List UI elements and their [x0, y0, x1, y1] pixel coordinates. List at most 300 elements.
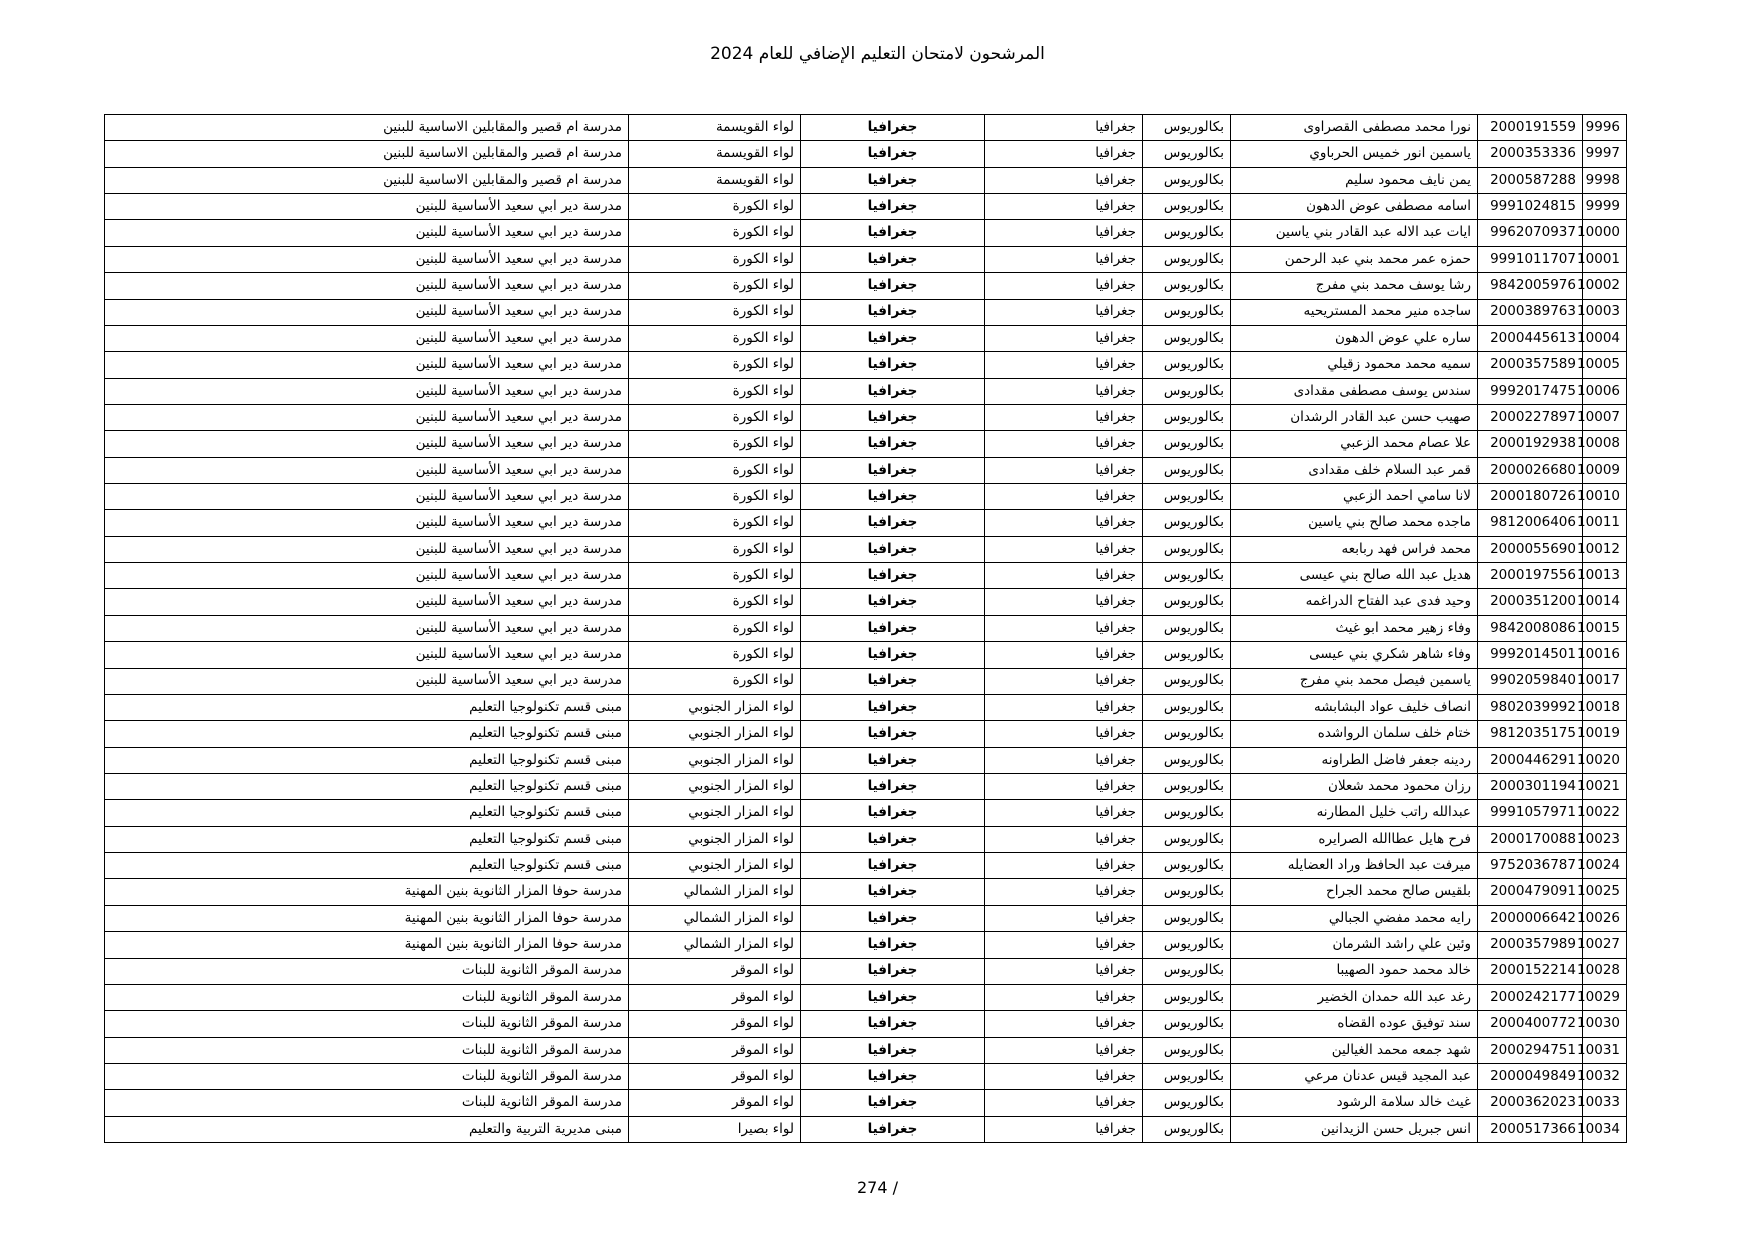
name-cell: وئين علي راشد الشرمان [1231, 932, 1478, 958]
degree-cell: بكالوريوس [1143, 141, 1231, 167]
degree-cell: بكالوريوس [1143, 1116, 1231, 1142]
major-cell: جغرافيا [985, 246, 1143, 272]
subject-cell: جغرافيا [801, 668, 985, 694]
subject-cell: جغرافيا [801, 773, 985, 799]
national-id-cell: 2000294751 [1478, 1037, 1583, 1063]
subject-cell: جغرافيا [801, 1037, 985, 1063]
district-cell: لواء الكورة [629, 404, 801, 430]
table-row [105, 536, 1627, 562]
name-cell: غيث خالد سلامة الرشود [1231, 1090, 1478, 1116]
district-cell: لواء الموقر [629, 958, 801, 984]
degree-cell: بكالوريوس [1143, 615, 1231, 641]
table-row [105, 747, 1627, 773]
table-row [105, 773, 1627, 799]
exam-center-cell: مدرسة دير ابي سعيد الأساسية للبنين [105, 299, 629, 325]
subject-cell: جغرافيا [801, 484, 985, 510]
exam-center-cell: مدرسة الموقر الثانوية للبنات [105, 1011, 629, 1037]
district-cell: لواء الكورة [629, 615, 801, 641]
major-cell: جغرافيا [985, 932, 1143, 958]
exam-center-cell: مبنى قسم تكنولوجيا التعليم [105, 694, 629, 720]
table-row [105, 668, 1627, 694]
name-cell: رشا يوسف محمد بني مفرج [1231, 273, 1478, 299]
subject-cell: جغرافيا [801, 246, 985, 272]
table-row [105, 958, 1627, 984]
subject-cell: جغرافيا [801, 431, 985, 457]
district-cell: لواء الكورة [629, 378, 801, 404]
district-cell: لواء المزار الجنوبي [629, 773, 801, 799]
table-row [105, 905, 1627, 931]
degree-cell: بكالوريوس [1143, 431, 1231, 457]
name-cell: ردينه جعفر فاضل الطراونه [1231, 747, 1478, 773]
major-cell: جغرافيا [985, 510, 1143, 536]
district-cell: لواء المزار الجنوبي [629, 826, 801, 852]
degree-cell: بكالوريوس [1143, 273, 1231, 299]
degree-cell: بكالوريوس [1143, 510, 1231, 536]
national-id-cell: 9752036787 [1478, 853, 1583, 879]
national-id-cell: 9812006406 [1478, 510, 1583, 536]
major-cell: جغرافيا [985, 536, 1143, 562]
table-row [105, 194, 1627, 220]
degree-cell: بكالوريوس [1143, 800, 1231, 826]
district-cell: لواء المزار الجنوبي [629, 800, 801, 826]
district-cell: لواء القويسمة [629, 167, 801, 193]
name-cell: ماجده محمد صالح بني ياسين [1231, 510, 1478, 536]
degree-cell: بكالوريوس [1143, 1063, 1231, 1089]
major-cell: جغرافيا [985, 721, 1143, 747]
table-row [105, 299, 1627, 325]
degree-cell: بكالوريوس [1143, 115, 1231, 141]
subject-cell: جغرافيا [801, 1063, 985, 1089]
table-row [105, 853, 1627, 879]
exam-center-cell: مدرسة دير ابي سعيد الأساسية للبنين [105, 589, 629, 615]
seq-cell: 10030 [1583, 1011, 1627, 1037]
table-row [105, 404, 1627, 430]
national-id-cell: 2000357589 [1478, 352, 1583, 378]
major-cell: جغرافيا [985, 220, 1143, 246]
degree-cell: بكالوريوس [1143, 352, 1231, 378]
major-cell: جغرافيا [985, 958, 1143, 984]
major-cell: جغرافيا [985, 826, 1143, 852]
name-cell: بلقيس صالح محمد الجراح [1231, 879, 1478, 905]
seq-cell: 10024 [1583, 853, 1627, 879]
page-number: 274 / [856, 1178, 898, 1197]
national-id-cell: 2000242177 [1478, 984, 1583, 1010]
name-cell: محمد فراس فهد ربابعه [1231, 536, 1478, 562]
name-cell: وحيد فدى عبد الفتاح الدراغمه [1231, 589, 1478, 615]
major-cell: جغرافيا [985, 1063, 1143, 1089]
exam-center-cell: مدرسة دير ابي سعيد الأساسية للبنين [105, 615, 629, 641]
major-cell: جغرافيا [985, 1090, 1143, 1116]
subject-cell: جغرافيا [801, 905, 985, 931]
major-cell: جغرافيا [985, 747, 1143, 773]
national-id-cell: 9902059840 [1478, 668, 1583, 694]
major-cell: جغرافيا [985, 194, 1143, 220]
exam-center-cell: مدرسة الموقر الثانوية للبنات [105, 958, 629, 984]
district-cell: لواء المزار الجنوبي [629, 721, 801, 747]
exam-center-cell: مبنى قسم تكنولوجيا التعليم [105, 747, 629, 773]
exam-center-cell: مدرسة حوفا المزار الثانوية بنين المهنية [105, 905, 629, 931]
major-cell: جغرافيا [985, 773, 1143, 799]
name-cell: سندس يوسف مصطفى مقدادى [1231, 378, 1478, 404]
district-cell: لواء المزار الشمالي [629, 932, 801, 958]
major-cell: جغرافيا [985, 115, 1143, 141]
district-cell: لواء المزار الجنوبي [629, 853, 801, 879]
major-cell: جغرافيا [985, 589, 1143, 615]
national-id-cell: 9842005976 [1478, 273, 1583, 299]
national-id-cell: 9812035175 [1478, 721, 1583, 747]
degree-cell: بكالوريوس [1143, 536, 1231, 562]
district-cell: لواء الكورة [629, 642, 801, 668]
subject-cell: جغرافيا [801, 167, 985, 193]
district-cell: لواء القويسمة [629, 141, 801, 167]
subject-cell: جغرافيا [801, 325, 985, 351]
national-id-cell: 9992014501 [1478, 642, 1583, 668]
seq-cell: 10022 [1583, 800, 1627, 826]
table-row [105, 457, 1627, 483]
table-row [105, 167, 1627, 193]
exam-center-cell: مبنى قسم تكنولوجيا التعليم [105, 853, 629, 879]
table-row [105, 325, 1627, 351]
degree-cell: بكالوريوس [1143, 773, 1231, 799]
subject-cell: جغرافيا [801, 457, 985, 483]
district-cell: لواء الكورة [629, 457, 801, 483]
name-cell: نورا محمد مصطفى القصراوى [1231, 115, 1478, 141]
seq-cell: 10033 [1583, 1090, 1627, 1116]
exam-center-cell: مبنى مديرية التربية والتعليم [105, 1116, 629, 1142]
major-cell: جغرافيا [985, 378, 1143, 404]
major-cell: جغرافيا [985, 325, 1143, 351]
district-cell: لواء المزار الجنوبي [629, 747, 801, 773]
table-row [105, 246, 1627, 272]
district-cell: لواء الكورة [629, 510, 801, 536]
subject-cell: جغرافيا [801, 800, 985, 826]
national-id-cell: 2000191559 [1478, 115, 1583, 141]
subject-cell: جغرافيا [801, 194, 985, 220]
exam-center-cell: مدرسة ام قصير والمقابلين الاساسية للبنين [105, 167, 629, 193]
district-cell: لواء الموقر [629, 1063, 801, 1089]
seq-cell: 10027 [1583, 932, 1627, 958]
major-cell: جغرافيا [985, 853, 1143, 879]
name-cell: انصاف خليف عواد البشابشه [1231, 694, 1478, 720]
name-cell: يمن نايف محمود سليم [1231, 167, 1478, 193]
exam-center-cell: مدرسة دير ابي سعيد الأساسية للبنين [105, 404, 629, 430]
degree-cell: بكالوريوس [1143, 668, 1231, 694]
seq-cell: 10011 [1583, 510, 1627, 536]
degree-cell: بكالوريوس [1143, 404, 1231, 430]
district-cell: لواء المزار الشمالي [629, 879, 801, 905]
national-id-cell: 9962070937 [1478, 220, 1583, 246]
seq-cell: 10004 [1583, 325, 1627, 351]
national-id-cell: 2000055690 [1478, 536, 1583, 562]
exam-center-cell: مدرسة دير ابي سعيد الأساسية للبنين [105, 536, 629, 562]
subject-cell: جغرافيا [801, 694, 985, 720]
table-row [105, 1116, 1627, 1142]
seq-cell: 10026 [1583, 905, 1627, 931]
seq-cell: 10007 [1583, 404, 1627, 430]
exam-center-cell: مدرسة دير ابي سعيد الأساسية للبنين [105, 378, 629, 404]
major-cell: جغرافيا [985, 1037, 1143, 1063]
name-cell: صهيب حسن عبد القادر الرشدان [1231, 404, 1478, 430]
degree-cell: بكالوريوس [1143, 167, 1231, 193]
seq-cell: 10014 [1583, 589, 1627, 615]
name-cell: ميرفت عبد الحافظ وراد العضايله [1231, 853, 1478, 879]
subject-cell: جغرافيا [801, 536, 985, 562]
degree-cell: بكالوريوس [1143, 984, 1231, 1010]
name-cell: عبد المجيد قيس عدنان مرعي [1231, 1063, 1478, 1089]
major-cell: جغرافيا [985, 457, 1143, 483]
degree-cell: بكالوريوس [1143, 932, 1231, 958]
district-cell: لواء المزار الشمالي [629, 905, 801, 931]
seq-cell: 10012 [1583, 536, 1627, 562]
subject-cell: جغرافيا [801, 958, 985, 984]
exam-center-cell: مدرسة ام قصير والمقابلين الاساسية للبنين [105, 141, 629, 167]
seq-cell: 10020 [1583, 747, 1627, 773]
name-cell: رغد عبد الله حمدان الخضير [1231, 984, 1478, 1010]
district-cell: لواء الموقر [629, 1090, 801, 1116]
seq-cell: 9997 [1583, 141, 1627, 167]
name-cell: اسامه مصطفى عوض الدهون [1231, 194, 1478, 220]
major-cell: جغرافيا [985, 352, 1143, 378]
seq-cell: 10015 [1583, 615, 1627, 641]
district-cell: لواء الكورة [629, 668, 801, 694]
table-row [105, 1090, 1627, 1116]
exam-center-cell: مبنى قسم تكنولوجيا التعليم [105, 721, 629, 747]
seq-cell: 10025 [1583, 879, 1627, 905]
name-cell: سميه محمد محمود زقيلي [1231, 352, 1478, 378]
candidates-table [104, 114, 1627, 1143]
district-cell: لواء الموقر [629, 1037, 801, 1063]
major-cell: جغرافيا [985, 563, 1143, 589]
table-row [105, 800, 1627, 826]
name-cell: ساجده منير محمد المستريحيه [1231, 299, 1478, 325]
name-cell: لانا سامي احمد الزعبي [1231, 484, 1478, 510]
subject-cell: جغرافيا [801, 642, 985, 668]
table-row [105, 141, 1627, 167]
national-id-cell: 2000170088 [1478, 826, 1583, 852]
major-cell: جغرافيا [985, 431, 1143, 457]
exam-center-cell: مدرسة دير ابي سعيد الأساسية للبنين [105, 325, 629, 351]
subject-cell: جغرافيا [801, 273, 985, 299]
table-row [105, 378, 1627, 404]
district-cell: لواء الكورة [629, 273, 801, 299]
name-cell: ياسمين فيصل محمد بني مفرج [1231, 668, 1478, 694]
seq-cell: 10029 [1583, 984, 1627, 1010]
exam-center-cell: مدرسة دير ابي سعيد الأساسية للبنين [105, 668, 629, 694]
table-row [105, 1037, 1627, 1063]
table-row [105, 115, 1627, 141]
table-row [105, 694, 1627, 720]
national-id-cell: 2000445613 [1478, 325, 1583, 351]
exam-center-cell: مدرسة الموقر الثانوية للبنات [105, 1037, 629, 1063]
name-cell: ياسمين انور خميس الحرباوي [1231, 141, 1478, 167]
major-cell: جغرافيا [985, 615, 1143, 641]
degree-cell: بكالوريوس [1143, 299, 1231, 325]
degree-cell: بكالوريوس [1143, 194, 1231, 220]
name-cell: هديل عبد الله صالح بني عيسى [1231, 563, 1478, 589]
national-id-cell: 2000049849 [1478, 1063, 1583, 1089]
name-cell: انس جبريل حسن الزيدانين [1231, 1116, 1478, 1142]
national-id-cell: 2000197556 [1478, 563, 1583, 589]
name-cell: حمزه عمر محمد بني عبد الرحمن [1231, 246, 1478, 272]
name-cell: وفاء زهير محمد ابو غيث [1231, 615, 1478, 641]
major-cell: جغرافيا [985, 905, 1143, 931]
district-cell: لواء الموقر [629, 1011, 801, 1037]
seq-cell: 10005 [1583, 352, 1627, 378]
degree-cell: بكالوريوس [1143, 694, 1231, 720]
major-cell: جغرافيا [985, 167, 1143, 193]
major-cell: جغرافيا [985, 800, 1143, 826]
subject-cell: جغرافيا [801, 879, 985, 905]
national-id-cell: 2000446291 [1478, 747, 1583, 773]
exam-center-cell: مدرسة دير ابي سعيد الأساسية للبنين [105, 194, 629, 220]
district-cell: لواء القويسمة [629, 115, 801, 141]
subject-cell: جغرافيا [801, 352, 985, 378]
degree-cell: بكالوريوس [1143, 589, 1231, 615]
name-cell: رايه محمد مفضي الجبالي [1231, 905, 1478, 931]
subject-cell: جغرافيا [801, 115, 985, 141]
national-id-cell: 2000180726 [1478, 484, 1583, 510]
exam-center-cell: مدرسة دير ابي سعيد الأساسية للبنين [105, 457, 629, 483]
national-id-cell: 2000152214 [1478, 958, 1583, 984]
national-id-cell: 2000301194 [1478, 773, 1583, 799]
national-id-cell: 9992017475 [1478, 378, 1583, 404]
district-cell: لواء الكورة [629, 325, 801, 351]
national-id-cell: 9991024815 [1478, 194, 1583, 220]
exam-center-cell: مدرسة دير ابي سعيد الأساسية للبنين [105, 431, 629, 457]
name-cell: ايات عبد الاله عبد القادر بني ياسين [1231, 220, 1478, 246]
national-id-cell: 9991057971 [1478, 800, 1583, 826]
national-id-cell: 2000400772 [1478, 1011, 1583, 1037]
degree-cell: بكالوريوس [1143, 1037, 1231, 1063]
name-cell: شهد جمعه محمد الغيالين [1231, 1037, 1478, 1063]
subject-cell: جغرافيا [801, 1090, 985, 1116]
district-cell: لواء الكورة [629, 246, 801, 272]
seq-cell: 10034 [1583, 1116, 1627, 1142]
subject-cell: جغرافيا [801, 721, 985, 747]
name-cell: علا عصام محمد الزعبي [1231, 431, 1478, 457]
table-row [105, 563, 1627, 589]
exam-center-cell: مبنى قسم تكنولوجيا التعليم [105, 800, 629, 826]
seq-cell: 10002 [1583, 273, 1627, 299]
exam-center-cell: مدرسة دير ابي سعيد الأساسية للبنين [105, 220, 629, 246]
district-cell: لواء الكورة [629, 299, 801, 325]
district-cell: لواء الموقر [629, 984, 801, 1010]
degree-cell: بكالوريوس [1143, 642, 1231, 668]
degree-cell: بكالوريوس [1143, 1090, 1231, 1116]
exam-center-cell: مدرسة الموقر الثانوية للبنات [105, 1063, 629, 1089]
degree-cell: بكالوريوس [1143, 853, 1231, 879]
major-cell: جغرافيا [985, 484, 1143, 510]
degree-cell: بكالوريوس [1143, 879, 1231, 905]
exam-center-cell: مبنى قسم تكنولوجيا التعليم [105, 826, 629, 852]
major-cell: جغرافيا [985, 984, 1143, 1010]
seq-cell: 10013 [1583, 563, 1627, 589]
seq-cell: 10006 [1583, 378, 1627, 404]
district-cell: لواء الكورة [629, 220, 801, 246]
subject-cell: جغرافيا [801, 984, 985, 1010]
table-row [105, 879, 1627, 905]
name-cell: ساره علي عوض الدهون [1231, 325, 1478, 351]
subject-cell: جغرافيا [801, 1116, 985, 1142]
seq-cell: 10016 [1583, 642, 1627, 668]
district-cell: لواء بصيرا [629, 1116, 801, 1142]
seq-cell: 10028 [1583, 958, 1627, 984]
subject-cell: جغرافيا [801, 615, 985, 641]
seq-cell: 10010 [1583, 484, 1627, 510]
exam-center-cell: مدرسة دير ابي سعيد الأساسية للبنين [105, 484, 629, 510]
exam-center-cell: مدرسة حوفا المزار الثانوية بنين المهنية [105, 879, 629, 905]
degree-cell: بكالوريوس [1143, 484, 1231, 510]
exam-center-cell: مدرسة الموقر الثانوية للبنات [105, 1090, 629, 1116]
table-row [105, 220, 1627, 246]
national-id-cell: 2000006642 [1478, 905, 1583, 931]
name-cell: فرح هايل عطاالله الصرايره [1231, 826, 1478, 852]
major-cell: جغرافيا [985, 668, 1143, 694]
exam-center-cell: مدرسة دير ابي سعيد الأساسية للبنين [105, 563, 629, 589]
seq-cell: 10017 [1583, 668, 1627, 694]
table-row [105, 273, 1627, 299]
name-cell: عبدالله راتب خليل المطارنه [1231, 800, 1478, 826]
table-body [105, 115, 1627, 1143]
table-row [105, 721, 1627, 747]
degree-cell: بكالوريوس [1143, 958, 1231, 984]
national-id-cell: 2000389763 [1478, 299, 1583, 325]
degree-cell: بكالوريوس [1143, 905, 1231, 931]
major-cell: جغرافيا [985, 1011, 1143, 1037]
national-id-cell: 9991011707 [1478, 246, 1583, 272]
table-row [105, 589, 1627, 615]
major-cell: جغرافيا [985, 299, 1143, 325]
table-row [105, 510, 1627, 536]
seq-cell: 10001 [1583, 246, 1627, 272]
exam-center-cell: مدرسة دير ابي سعيد الأساسية للبنين [105, 273, 629, 299]
national-id-cell: 2000351200 [1478, 589, 1583, 615]
seq-cell: 9999 [1583, 194, 1627, 220]
district-cell: لواء الكورة [629, 431, 801, 457]
seq-cell: 9998 [1583, 167, 1627, 193]
name-cell: خالد محمد حمود الصهيبا [1231, 958, 1478, 984]
exam-center-cell: مدرسة دير ابي سعيد الأساسية للبنين [105, 510, 629, 536]
seq-cell: 10000 [1583, 220, 1627, 246]
subject-cell: جغرافيا [801, 378, 985, 404]
national-id-cell: 2000192938 [1478, 431, 1583, 457]
district-cell: لواء المزار الجنوبي [629, 694, 801, 720]
name-cell: قمر عبد السلام خلف مقدادى [1231, 457, 1478, 483]
national-id-cell: 9842008086 [1478, 615, 1583, 641]
subject-cell: جغرافيا [801, 853, 985, 879]
degree-cell: بكالوريوس [1143, 457, 1231, 483]
national-id-cell: 2000479091 [1478, 879, 1583, 905]
major-cell: جغرافيا [985, 879, 1143, 905]
national-id-cell: 2000353336 [1478, 141, 1583, 167]
major-cell: جغرافيا [985, 273, 1143, 299]
exam-center-cell: مدرسة دير ابي سعيد الأساسية للبنين [105, 352, 629, 378]
degree-cell: بكالوريوس [1143, 220, 1231, 246]
seq-cell: 10032 [1583, 1063, 1627, 1089]
district-cell: لواء الكورة [629, 536, 801, 562]
seq-cell: 10019 [1583, 721, 1627, 747]
national-id-cell: 2000227897 [1478, 404, 1583, 430]
degree-cell: بكالوريوس [1143, 826, 1231, 852]
exam-center-cell: مدرسة ام قصير والمقابلين الاساسية للبنين [105, 115, 629, 141]
seq-cell: 9996 [1583, 115, 1627, 141]
subject-cell: جغرافيا [801, 589, 985, 615]
major-cell: جغرافيا [985, 1116, 1143, 1142]
seq-cell: 10021 [1583, 773, 1627, 799]
degree-cell: بكالوريوس [1143, 747, 1231, 773]
national-id-cell: 9802039992 [1478, 694, 1583, 720]
subject-cell: جغرافيا [801, 932, 985, 958]
